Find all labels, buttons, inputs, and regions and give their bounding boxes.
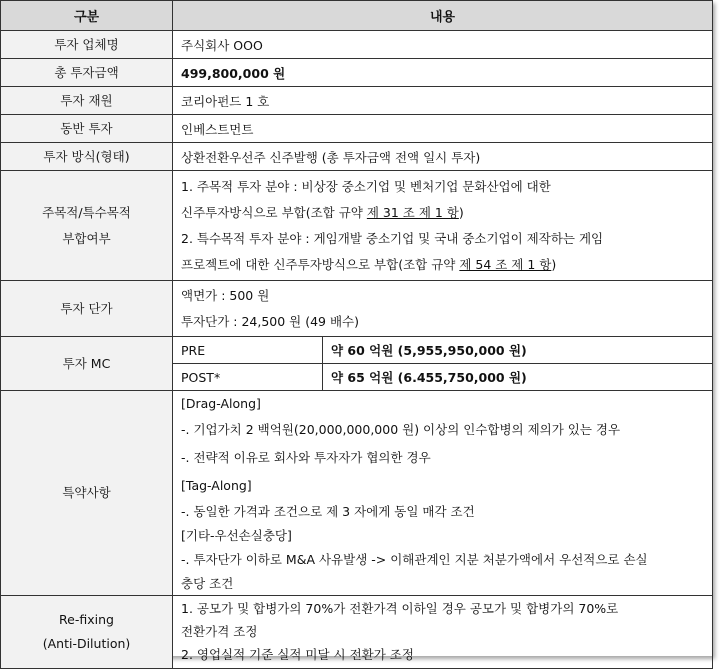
purpose-line-4-text: 프로젝트에 대한 신주투자방식으로 부합(조합 규약	[181, 256, 460, 272]
investment-unit-price: 투자단가 : 24,500 원 (49 배수)	[181, 313, 360, 329]
mc-post-value: 약 65 억원 (6.455,750,000 원)	[323, 364, 713, 391]
method-value: 상환전환우선주 신주발행 (총 투자금액 전액 일시 투자)	[173, 143, 713, 171]
row-special	[1, 391, 713, 596]
refixing-label-line1: Re-fixing	[59, 612, 114, 627]
face-value: 액면가 : 500 원	[181, 287, 270, 303]
header-content: 내용	[173, 1, 713, 31]
row-method	[1, 143, 713, 171]
header-category: 구분	[1, 1, 173, 31]
purpose-clause-54: 제 54 조 제 1 항	[459, 256, 552, 272]
purpose-clause-31: 제 31 조 제 1 항	[366, 204, 459, 220]
mc-label: 투자 MC	[1, 337, 173, 391]
purpose-line-2-text: 신주투자방식으로 부합(조합 규약	[181, 204, 367, 220]
purpose-line-3: 2. 특수목적 투자 분야 : 게임개발 중소기업 및 국내 중소기업이 제작하는 게임	[181, 230, 604, 246]
purpose-label-line2: 부합여부	[62, 230, 111, 246]
purpose-value	[173, 171, 713, 281]
drag-along-title: [Drag-Along]	[181, 396, 261, 411]
refixing-line-2: 전환가격 조정	[181, 624, 258, 639]
refixing-line-3: 2. 영업실적 기준 실적 미달 시 전환가 조정	[181, 647, 414, 662]
special-value	[173, 391, 713, 596]
purpose-label	[1, 171, 173, 281]
purpose-line-1: 1. 주목적 투자 분야 : 비상장 중소기업 및 벤처기업 문화산업에 대한	[181, 178, 551, 194]
refixing-line-1: 1. 공모가 및 합병가의 70%가 전환가격 이하일 경우 공모가 및 합병가의 70%로	[181, 601, 619, 616]
other-title: [기타-우선손실충당]	[181, 528, 292, 543]
refixing-label-line2: (Anti-Dilution)	[42, 636, 131, 651]
drag-along-item-1: -. 기업가치 2 백억원(20,000,000,000 원) 이상의 인수합병의 제의가 있는 경우	[181, 422, 621, 437]
co-invest-label: 동반 투자	[1, 115, 173, 143]
purpose-line-4	[181, 252, 712, 278]
other-item-1: -. 투자단가 이하로 M&A 사유발생 -> 이해관계인 지분 처분가액에서 우선적으로 손실	[181, 552, 648, 567]
mc-pre-value: 약 60 억원 (5,955,950,000 원)	[323, 337, 713, 364]
other-item-2: 충당 조건	[181, 576, 234, 591]
row-company	[1, 31, 713, 59]
special-label: 특약사항	[1, 391, 173, 596]
co-invest-value: 인베스트먼트	[173, 115, 713, 143]
row-unit-price	[1, 281, 713, 337]
purpose-line-2-end: )	[458, 204, 464, 220]
fund-value: 코리아펀드 1 호	[173, 87, 713, 115]
purpose-label-line1: 주목적/특수목적	[42, 204, 131, 220]
refixing-value	[173, 596, 713, 669]
mc-post-label: POST*	[173, 364, 323, 391]
tag-along-item-1: -. 동일한 가격과 조건으로 제 3 자에게 동일 매각 조건	[181, 504, 475, 519]
row-co-invest	[1, 115, 713, 143]
purpose-line-2	[181, 200, 712, 226]
amount-label: 총 투자금액	[1, 59, 173, 87]
purpose-line-4-end: )	[551, 256, 557, 272]
row-refixing	[1, 596, 713, 669]
amount-value: 499,800,000 원	[173, 59, 713, 87]
header-row	[1, 1, 713, 31]
row-purpose	[1, 171, 713, 281]
method-label: 투자 방식(형태)	[1, 143, 173, 171]
refixing-label	[1, 596, 173, 669]
company-label: 투자 업체명	[1, 31, 173, 59]
company-value: 주식회사 OOO	[173, 31, 713, 59]
unit-price-value	[173, 281, 713, 337]
tag-along-title: [Tag-Along]	[181, 478, 252, 493]
drag-along-item-2: -. 전략적 이유로 회사와 투자자가 협의한 경우	[181, 450, 431, 465]
row-mc-pre	[1, 337, 713, 364]
fund-label: 투자 재원	[1, 87, 173, 115]
row-amount	[1, 59, 713, 87]
unit-price-label: 투자 단가	[1, 281, 173, 337]
mc-pre-label: PRE	[173, 337, 323, 364]
row-fund	[1, 87, 713, 115]
